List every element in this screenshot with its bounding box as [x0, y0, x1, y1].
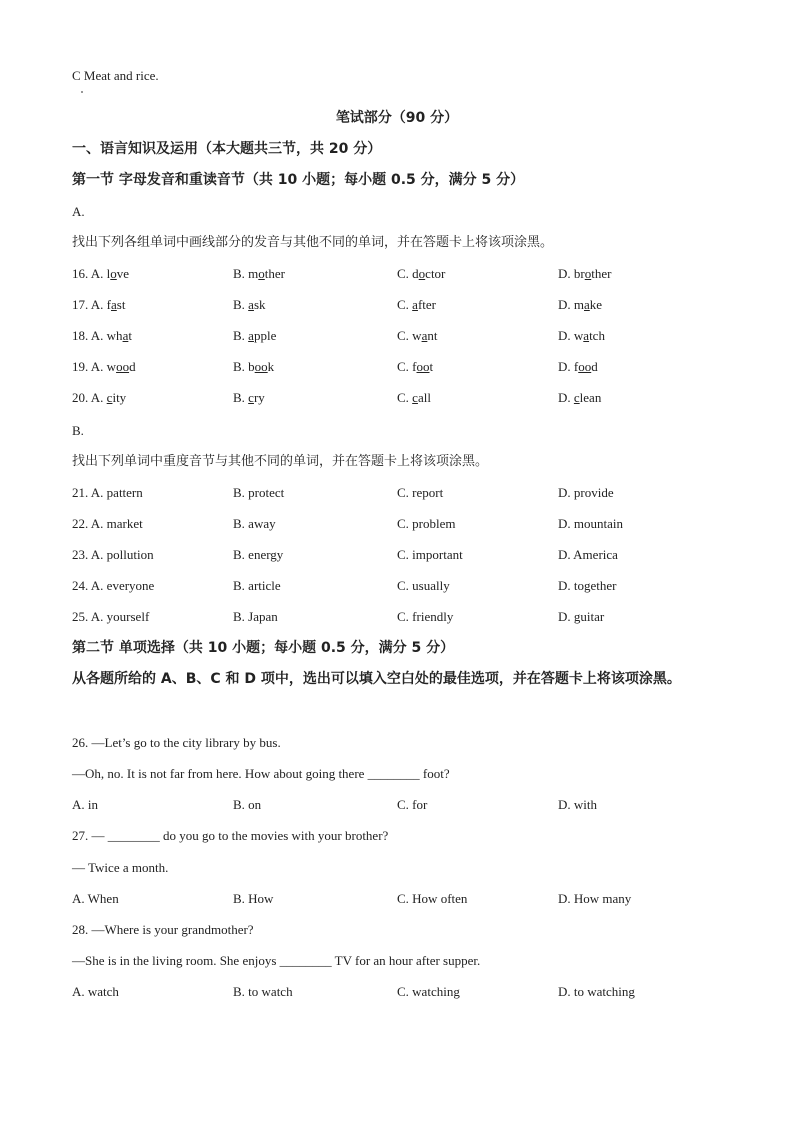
word-part: st [116, 297, 126, 312]
q28-option-a: A. watch [72, 984, 119, 999]
word-part: B. b [233, 359, 255, 374]
word-part: C. f [397, 359, 417, 374]
q22-option-a: 22. A. market [72, 516, 143, 531]
underlined-letters: c [573, 390, 580, 405]
underlined-letters: a [412, 297, 418, 312]
q28-option-b: B. to watch [233, 984, 293, 999]
word-part: D. f [558, 359, 579, 374]
underlined-letters: oo [578, 359, 592, 374]
q16-number: 16. A. [72, 266, 107, 281]
word-part: tch [589, 328, 605, 343]
underlined-letters: o [584, 266, 592, 281]
q25-option-b: B. Japan [233, 609, 278, 624]
underlined-letters: o [110, 266, 117, 281]
word-part: all [417, 390, 431, 405]
underlined-letters: c [248, 390, 254, 405]
q26-option-b: B. on [233, 797, 262, 812]
q23-option-b: B. energy [233, 547, 284, 562]
q22-option-d: D. mountain [558, 516, 623, 531]
word-part: C. d [397, 266, 419, 281]
q18-option-c [397, 327, 437, 345]
underlined-letters: a [584, 297, 590, 312]
q27-option-a: A. When [72, 891, 119, 906]
q18-number: 18. A. [72, 328, 107, 343]
q26-option-c: C. for [397, 797, 428, 812]
q21-option-a: 21. A. pattern [72, 485, 143, 500]
q19-option-b [233, 358, 274, 376]
word-part: l [106, 266, 111, 281]
part1-title: 一、语言知识及运用（本大题共三节，共 20 分） [72, 141, 382, 157]
sub-b-label: B. [72, 423, 84, 438]
q26-line1: 26. —Let’s go to the city library by bus. [72, 735, 281, 750]
q16-option-c [397, 265, 445, 283]
word-part: B. [233, 390, 249, 405]
sub-b-instructions: 找出下列单词中重度音节与其他不同的单词，并在答题卡上将该项涂黑。 [72, 454, 489, 469]
q20-option-a [72, 389, 126, 407]
word-part: wh [106, 328, 123, 343]
word-part: D. m [558, 297, 584, 312]
q28-line2: —She is in the living room. She enjoys ________ TV for an hour after supper. [72, 953, 481, 968]
word-part: t [429, 359, 434, 374]
sub-a-label: A. [72, 204, 85, 219]
word-part: nt [427, 328, 438, 343]
top-option-c: C Meat and rice. [72, 68, 159, 83]
underlined-letters: oo [416, 359, 430, 374]
q17-option-d [558, 296, 602, 314]
q27-line1: 27. — ________ do you go to the movies with your brother? [72, 828, 389, 843]
q21-option-c: C. report [397, 485, 444, 500]
underlined-letters: a [421, 328, 428, 343]
word-part: D. br [558, 266, 585, 281]
q19-option-c [397, 358, 433, 376]
word-part: ther [591, 266, 612, 281]
underlined-letters: a [248, 328, 254, 343]
q21-option-b: B. protect [233, 485, 285, 500]
word-part: C. w [397, 328, 422, 343]
sub-a-instructions: 找出下列各组单词中画线部分的发音与其他不同的单词，并在答题卡上将该项涂黑。 [72, 235, 554, 250]
word-part: ry [253, 390, 265, 405]
q20-option-d [558, 389, 601, 407]
q17-option-a [72, 296, 125, 314]
q18-option-b [233, 327, 276, 345]
q18-option-a [72, 327, 132, 345]
q26-option-d: D. with [558, 797, 597, 812]
underlined-letters: o [418, 266, 426, 281]
q16-option-a [72, 265, 129, 283]
word-part: d [129, 359, 136, 374]
written-section-title: 笔试部分（90 分） [335, 110, 459, 126]
q22-option-b: B. away [233, 516, 276, 531]
word-part: w [106, 359, 117, 374]
q24-option-a: 24. A. everyone [72, 578, 155, 593]
q19-option-d [558, 358, 598, 376]
q16-option-b [233, 265, 285, 283]
underlined-letters: o [258, 266, 265, 281]
q20-option-c [397, 389, 431, 407]
word-part: d [591, 359, 598, 374]
underlined-letters: a [248, 297, 254, 312]
q24-option-c: C. usually [397, 578, 450, 593]
section2-title: 第二节 单项选择（共 10 小题；每小题 0.5 分，满分 5 分） [72, 640, 455, 656]
word-part: D. w [558, 328, 584, 343]
word-part: pple [253, 328, 277, 343]
word-part: D. [558, 390, 574, 405]
q25-option-a: 25. A. yourself [72, 609, 150, 624]
q27-option-c: C. How often [397, 891, 468, 906]
q19-option-a [72, 358, 136, 376]
q27-option-d: D. How many [558, 891, 632, 906]
word-part: B. m [233, 266, 259, 281]
q19-number: 19. A. [72, 359, 107, 374]
q20-option-b [233, 389, 265, 407]
section1-title: 第一节 字母发音和重读音节（共 10 小题；每小题 0.5 分，满分 5 分） [72, 172, 525, 188]
word-part: t [128, 328, 132, 343]
word-part: lean [579, 390, 602, 405]
word-part: sk [253, 297, 266, 312]
word-part: ctor [425, 266, 446, 281]
underlined-letters: a [122, 328, 129, 343]
q16-option-d [558, 265, 611, 283]
q25-option-d: D. guitar [558, 609, 605, 624]
q17-number: 17. A. [72, 297, 107, 312]
q24-option-b: B. article [233, 578, 281, 593]
q27-line2: — Twice a month. [72, 860, 169, 875]
word-part: B. [233, 297, 249, 312]
word-part: ve [116, 266, 130, 281]
q23-option-d: D. America [558, 547, 618, 562]
q20-number: 20. A. [72, 390, 107, 405]
underlined-letters: oo [254, 359, 268, 374]
q21-option-d: D. provide [558, 485, 614, 500]
q28-line1: 28. —Where is your grandmother? [72, 922, 254, 937]
q17-option-b [233, 296, 266, 314]
underlined-letters: c [106, 390, 113, 405]
q22-option-c: C. problem [397, 516, 456, 531]
word-part: fter [417, 297, 436, 312]
underlined-letters: oo [116, 359, 130, 374]
q23-option-c: C. important [397, 547, 463, 562]
underlined-letters: c [412, 390, 418, 405]
word-part: ity [112, 390, 127, 405]
stray-dot [81, 91, 83, 93]
q28-option-c: C. watching [397, 984, 460, 999]
q26-line2: —Oh, no. It is not far from here. How about going there ________ foot? [72, 766, 450, 781]
q24-option-d: D. together [558, 578, 617, 593]
word-part: B. [233, 328, 249, 343]
underlined-letters: a [111, 297, 117, 312]
word-part: k [267, 359, 275, 374]
word-part: f [106, 297, 112, 312]
section2-instructions: 从各题所给的 A、B、C 和 D 项中，选出可以填入空白处的最佳选项，并在答题卡上将该项涂黑。 [72, 671, 681, 687]
word-part: ke [589, 297, 603, 312]
q26-option-a: A. in [72, 797, 98, 812]
q23-option-a: 23. A. pollution [72, 547, 154, 562]
q28-option-d: D. to watching [558, 984, 635, 999]
underlined-letters: a [583, 328, 590, 343]
q25-option-c: C. friendly [397, 609, 454, 624]
word-part: C. [397, 297, 413, 312]
q27-option-b: B. How [233, 891, 274, 906]
word-part: C. [397, 390, 413, 405]
q17-option-c [397, 296, 436, 314]
word-part: ther [264, 266, 286, 281]
q18-option-d [558, 327, 605, 345]
